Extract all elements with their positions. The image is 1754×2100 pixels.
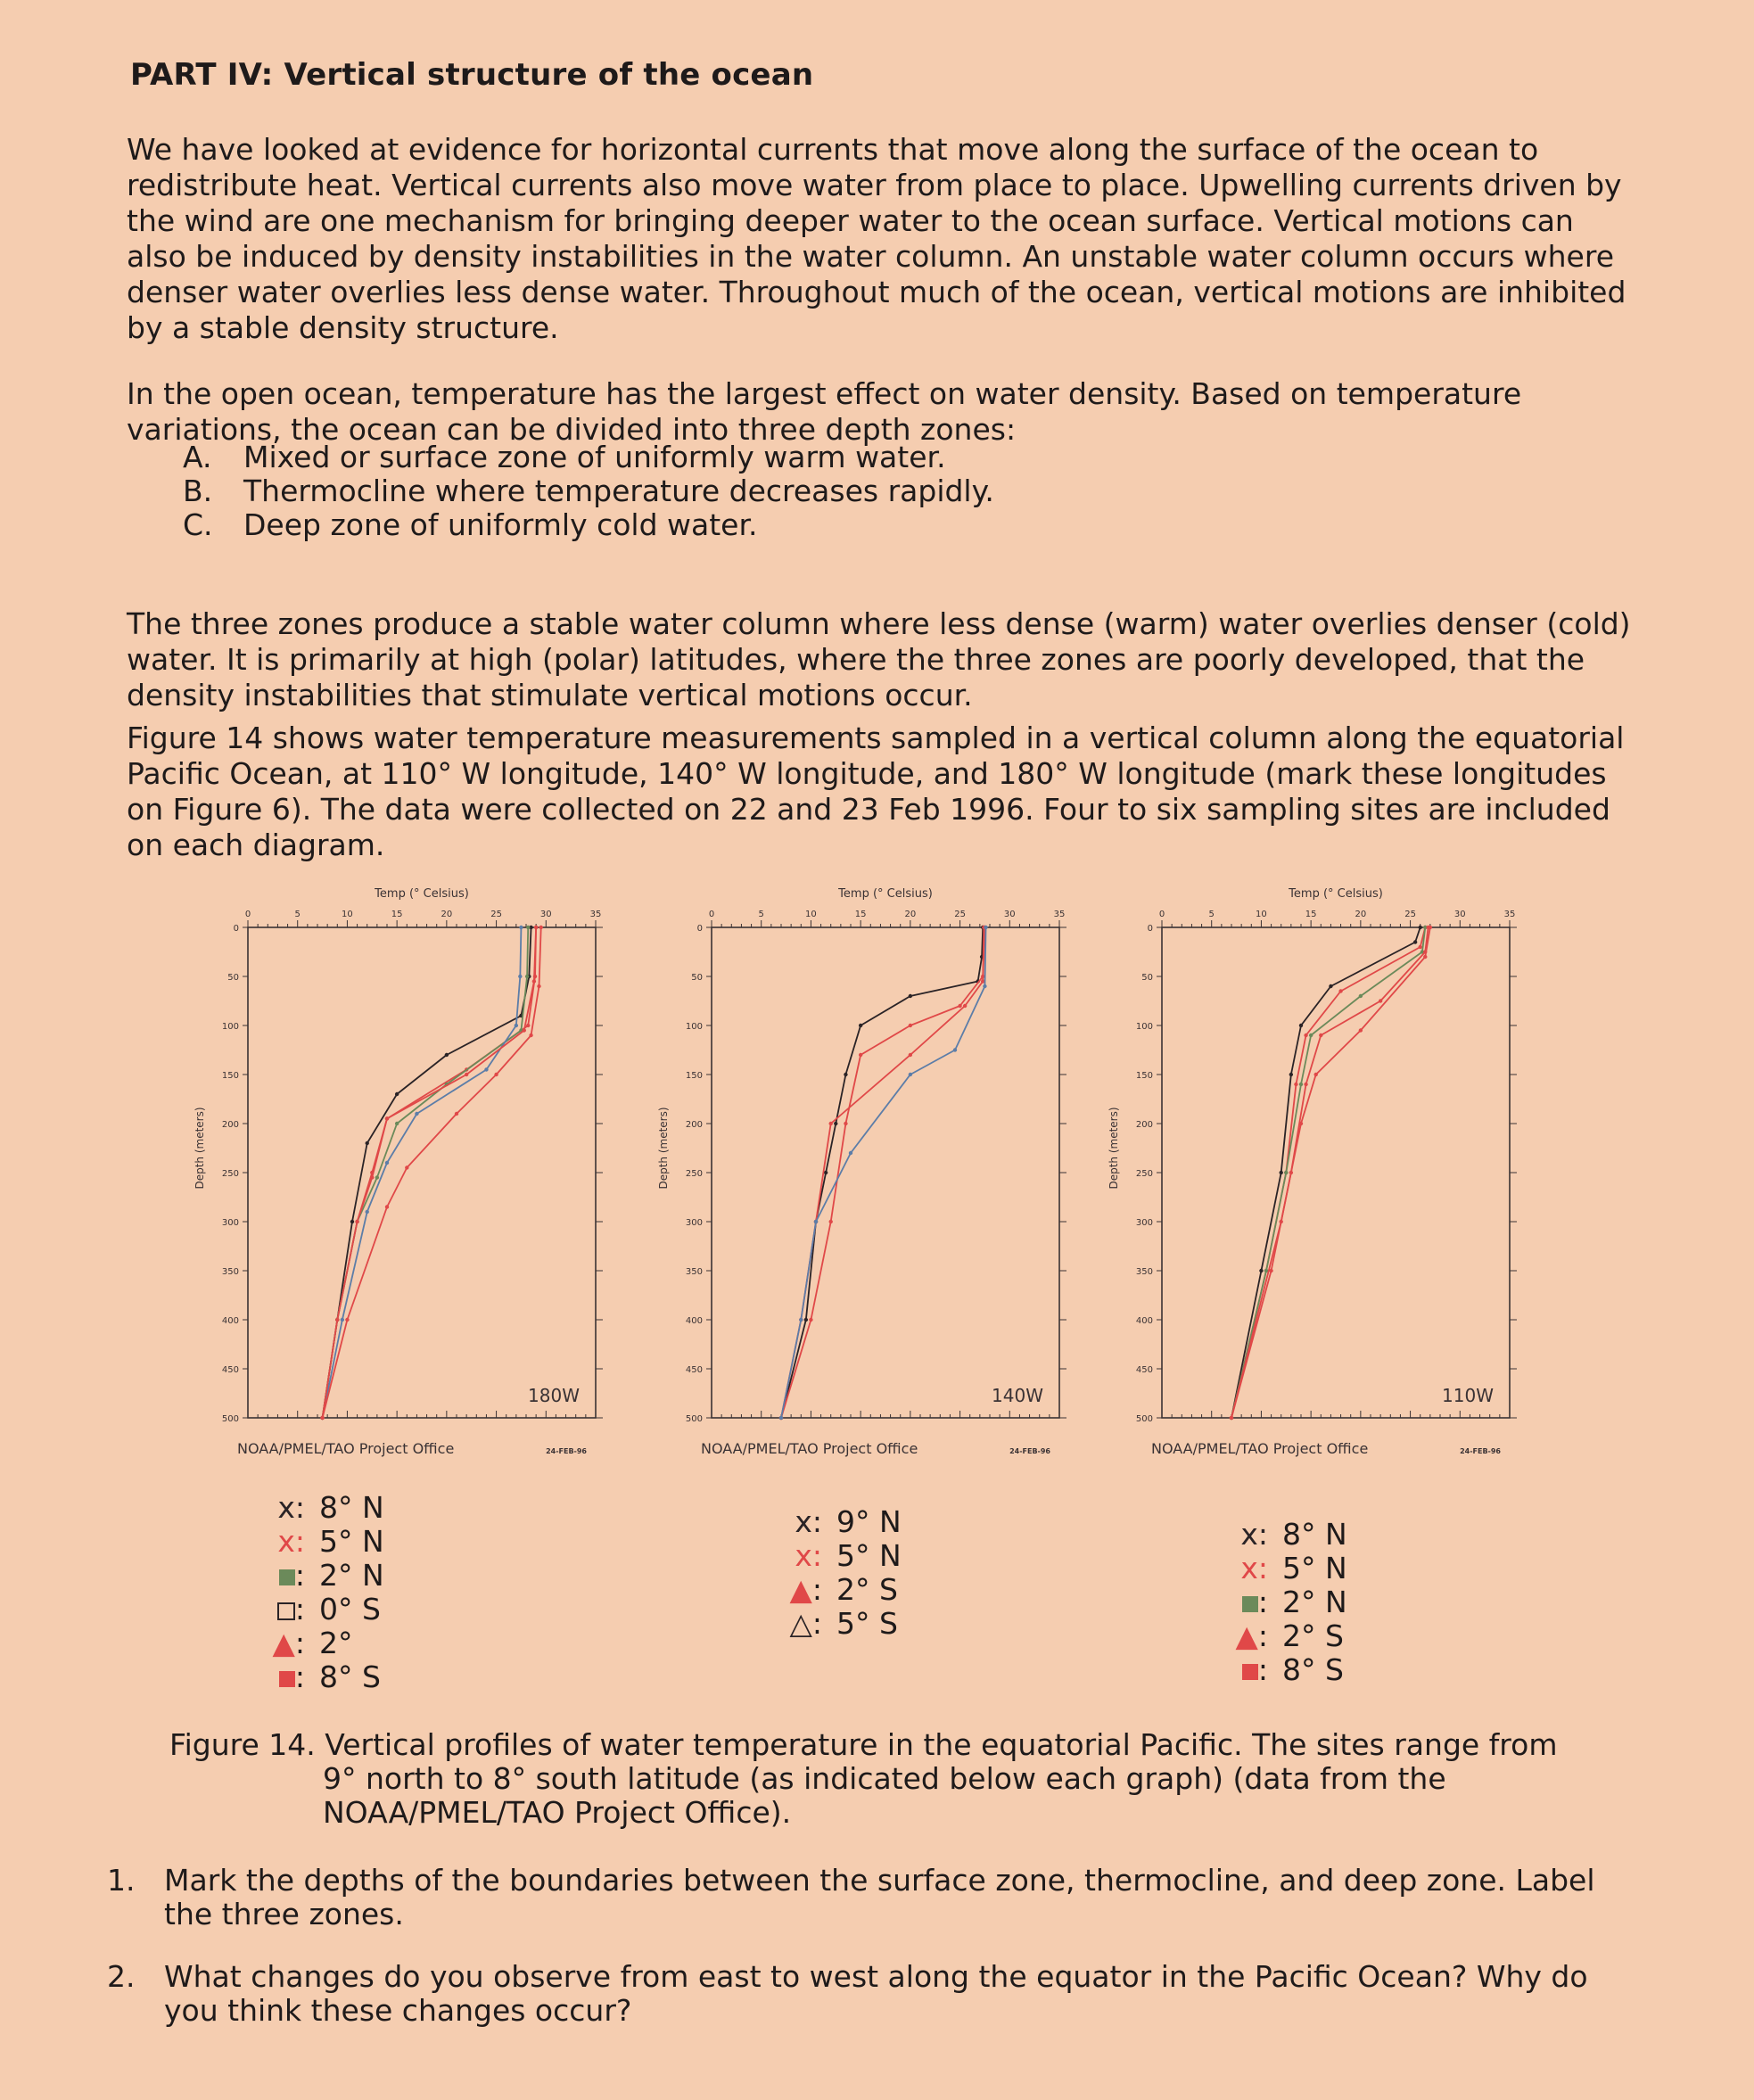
data-point	[526, 926, 530, 929]
y-tick-label: 150	[221, 1071, 239, 1081]
series-line	[781, 927, 984, 1418]
data-point	[958, 1004, 961, 1008]
zone-item	[183, 474, 994, 508]
plot-frame	[248, 927, 596, 1418]
data-point	[1419, 926, 1422, 929]
legend-entry-label: 5° S	[836, 1606, 898, 1641]
y-tick-label: 50	[691, 973, 703, 983]
x-tick-label: 10	[1256, 910, 1267, 919]
legend-entry	[1204, 1653, 1347, 1687]
intro-paragraph: We have looked at evidence for horizontal currents that move along the surface of the ocean to redistribute heat. Vertical currents also move water from place to place. Upwelling currents driven by the wind are one mechanism for bringing deeper water to the ocean surface. Vertical motions can also be induced by density instabilities in the water column. An unstable water column occurs where denser water overlies less dense water. Throughout much of the ocean, vertical motions are inhibited by a stable density structure.	[127, 132, 1626, 345]
x-tick-label: 10	[342, 910, 353, 919]
x-tick-label: 30	[1003, 910, 1016, 919]
x-tick-label: 5	[1208, 910, 1215, 919]
series-line	[1231, 927, 1425, 1418]
data-point	[532, 979, 536, 983]
data-point	[859, 1024, 862, 1027]
legend-symbol-icon: ▲:	[272, 1626, 305, 1660]
y-tick-label: 0	[696, 924, 703, 934]
series-line	[1231, 927, 1430, 1418]
zone-item	[183, 441, 994, 474]
data-point	[844, 1122, 847, 1125]
y-axis-title: Depth (meters)	[194, 1107, 206, 1190]
y-tick-label: 500	[685, 1414, 703, 1424]
legend-symbol-icon: :	[241, 1660, 319, 1694]
data-point	[405, 1165, 408, 1169]
y-tick-label: 150	[1135, 1071, 1153, 1081]
chart-140w-svg	[642, 883, 1088, 1471]
legend-entry	[241, 1626, 384, 1660]
legend-180w	[241, 1491, 384, 1694]
legend-symbol-icon: ▲:	[1235, 1618, 1268, 1653]
legend-symbol-icon: x:	[277, 1524, 305, 1559]
data-point	[1259, 1269, 1263, 1272]
legend-entry-label: 2° S	[1282, 1618, 1344, 1653]
series-line	[323, 927, 537, 1418]
question-text: Mark the depths of the boundaries between the surface zone, thermocline, and deep zone. Label the three zones.	[164, 1863, 1595, 1931]
data-point	[523, 1028, 526, 1032]
data-point	[385, 1161, 389, 1165]
data-point	[799, 1318, 803, 1322]
x-tick-label: 30	[1453, 910, 1466, 919]
y-tick-label: 350	[221, 1267, 239, 1277]
data-point	[1314, 1073, 1318, 1076]
data-point	[834, 1122, 837, 1125]
data-point	[395, 1122, 399, 1125]
y-tick-label: 150	[685, 1071, 703, 1081]
legend-symbol-icon: x:	[277, 1490, 305, 1525]
zone-letter: A.	[183, 440, 212, 474]
y-tick-label: 0	[233, 924, 239, 934]
chart-180w-svg	[178, 883, 624, 1471]
data-point	[849, 1151, 852, 1155]
question-number: 2.	[107, 1959, 136, 1994]
data-point	[844, 1073, 847, 1076]
zone-text: Deep zone of uniformly cold water.	[243, 507, 758, 542]
caption-line-1: Figure 14. Vertical profiles of water temperature in the equatorial Pacific. The sites range from	[169, 1727, 1558, 1762]
legend-entry	[1204, 1552, 1347, 1585]
data-point	[415, 1112, 418, 1116]
legend-entry-label: 5° N	[319, 1524, 384, 1559]
series-line	[781, 927, 986, 1418]
data-point	[1280, 1171, 1283, 1174]
x-tick-label: 0	[244, 910, 251, 919]
legend-symbol-icon: △:	[789, 1606, 822, 1641]
x-axis-title: Temp (° Celsius)	[1289, 887, 1383, 901]
x-tick-label: 25	[1404, 910, 1416, 919]
plot-frame	[712, 927, 1059, 1418]
x-tick-label: 20	[441, 910, 453, 919]
question-number: 1.	[107, 1863, 136, 1898]
data-point	[1423, 955, 1427, 959]
legend-entry	[1204, 1585, 1347, 1619]
credit-label: NOAA/PMEL/TAO Project Office	[1151, 1440, 1369, 1457]
data-point	[526, 1024, 530, 1027]
data-point	[355, 1220, 358, 1223]
legend-symbol-icon: x:	[795, 1504, 822, 1539]
data-point	[1338, 989, 1342, 992]
chart-110w-svg	[1092, 883, 1538, 1471]
legend-entry-label: 0° S	[319, 1592, 381, 1626]
y-tick-label: 100	[221, 1022, 239, 1032]
data-point	[1299, 1122, 1303, 1125]
legend-symbol-icon: x:	[1240, 1517, 1268, 1552]
data-point	[1294, 1083, 1297, 1086]
data-point	[1309, 1034, 1313, 1037]
x-tick-label: 35	[589, 910, 602, 919]
zone-text: Mixed or surface zone of uniformly warm water.	[243, 440, 946, 474]
data-point	[515, 1024, 518, 1027]
x-tick-label: 25	[490, 910, 502, 919]
legend-entry	[1204, 1518, 1347, 1552]
y-tick-label: 450	[221, 1365, 239, 1375]
data-point	[385, 1116, 389, 1120]
depth-zones-list	[183, 441, 994, 542]
x-tick-label: 30	[539, 910, 552, 919]
zone-letter: C.	[183, 507, 213, 542]
y-tick-label: 300	[221, 1218, 239, 1228]
zone-item	[183, 508, 994, 542]
data-point	[350, 1220, 354, 1223]
data-point	[1419, 945, 1422, 949]
longitude-label: 180W	[528, 1385, 580, 1406]
y-tick-label: 50	[1141, 973, 1153, 983]
data-point	[534, 926, 538, 929]
data-point	[494, 1073, 498, 1076]
data-point	[345, 1318, 349, 1322]
longitude-label: 140W	[992, 1385, 1043, 1406]
y-tick-label: 250	[1135, 1169, 1153, 1179]
legend-entry	[241, 1491, 384, 1525]
series-line	[781, 927, 983, 1418]
data-point	[519, 926, 523, 929]
legend-entry-label: 9° N	[836, 1504, 902, 1539]
y-tick-label: 400	[685, 1316, 703, 1326]
legend-entry-label: 8° N	[319, 1490, 384, 1525]
data-point	[909, 1073, 912, 1076]
legend-symbol-icon: x:	[1240, 1551, 1268, 1585]
plot-frame	[1162, 927, 1510, 1418]
section-heading: PART IV: Vertical structure of the ocean	[130, 57, 814, 93]
zone-text: Thermocline where temperature decreases rapidly.	[243, 474, 994, 508]
x-tick-label: 5	[758, 910, 764, 919]
data-point	[829, 1122, 833, 1125]
series-line	[323, 927, 529, 1418]
data-point	[1280, 1220, 1283, 1223]
legend-entry-label: 8° S	[1282, 1652, 1344, 1687]
chart-110w	[1092, 883, 1538, 1471]
legend-entry	[241, 1559, 384, 1593]
data-point	[983, 984, 986, 988]
y-tick-label: 500	[221, 1414, 239, 1424]
y-tick-label: 350	[685, 1267, 703, 1277]
x-tick-label: 15	[391, 910, 403, 919]
y-tick-label: 450	[685, 1365, 703, 1375]
credit-label: NOAA/PMEL/TAO Project Office	[237, 1440, 455, 1457]
data-point	[1289, 1073, 1293, 1076]
x-tick-label: 35	[1503, 910, 1516, 919]
data-point	[909, 994, 912, 998]
zones-intro-paragraph: In the open ocean, temperature has the largest effect on water density. Based on temperature variations, the ocean can be divided into three depth zones:	[127, 376, 1522, 447]
data-point	[341, 1318, 344, 1322]
y-tick-label: 300	[1135, 1218, 1153, 1228]
legend-110w	[1204, 1518, 1347, 1687]
y-tick-label: 250	[221, 1169, 239, 1179]
x-tick-label: 0	[708, 910, 715, 919]
data-point	[366, 1210, 369, 1214]
data-point	[445, 1053, 449, 1057]
legend-entry	[758, 1539, 902, 1573]
x-tick-label: 35	[1053, 910, 1066, 919]
legend-entry	[758, 1607, 902, 1641]
data-point	[366, 1141, 369, 1145]
data-point	[984, 926, 987, 929]
legend-entry-label: 2° N	[1282, 1585, 1347, 1619]
legend-entry	[241, 1525, 384, 1559]
legend-entry-label: 5° N	[1282, 1551, 1347, 1585]
y-axis-title: Depth (meters)	[657, 1107, 670, 1190]
data-point	[1230, 1416, 1233, 1420]
date-stamp: 24-FEB-96	[546, 1447, 587, 1455]
data-point	[779, 1416, 783, 1420]
data-point	[859, 1053, 862, 1057]
x-axis-title: Temp (° Celsius)	[838, 887, 933, 901]
legend-entry-label: 5° N	[836, 1538, 902, 1573]
data-point	[1284, 1171, 1288, 1174]
credit-label: NOAA/PMEL/TAO Project Office	[701, 1440, 918, 1457]
data-point	[1359, 1028, 1363, 1032]
y-tick-label: 200	[1135, 1120, 1153, 1130]
y-tick-label: 50	[227, 973, 239, 983]
legend-140w	[758, 1505, 902, 1641]
x-tick-label: 20	[1355, 910, 1367, 919]
data-point	[1304, 1034, 1307, 1037]
legend-entry	[241, 1660, 384, 1694]
x-tick-label: 15	[1305, 910, 1317, 919]
legend-symbol-icon: :	[241, 1593, 319, 1626]
y-tick-label: 100	[685, 1022, 703, 1032]
zone-letter: B.	[183, 474, 213, 508]
series-line	[323, 927, 522, 1418]
data-point	[1319, 1034, 1322, 1037]
data-point	[539, 926, 543, 929]
legend-symbol-icon: ▲:	[789, 1572, 822, 1607]
x-tick-label: 5	[294, 910, 301, 919]
y-tick-label: 0	[1147, 924, 1153, 934]
y-tick-label: 200	[221, 1120, 239, 1130]
y-tick-label: 400	[1135, 1316, 1153, 1326]
date-stamp: 24-FEB-96	[1460, 1447, 1501, 1455]
x-tick-label: 25	[954, 910, 966, 919]
y-tick-label: 400	[221, 1316, 239, 1326]
data-point	[518, 975, 522, 978]
series-line	[323, 927, 531, 1418]
data-point	[1299, 1083, 1303, 1086]
data-point	[395, 1092, 399, 1096]
data-point	[537, 984, 540, 988]
y-tick-label: 500	[1135, 1414, 1153, 1424]
data-point	[525, 975, 529, 978]
series-line	[1231, 927, 1429, 1418]
legend-entry-label: 8° N	[1282, 1517, 1347, 1552]
chart-180w	[178, 883, 624, 1471]
data-point	[455, 1112, 458, 1116]
data-point	[1359, 994, 1363, 998]
data-point	[1304, 1083, 1307, 1086]
data-point	[385, 1205, 389, 1208]
y-tick-label: 350	[1135, 1267, 1153, 1277]
question-item	[107, 1960, 1641, 2028]
chart-140w	[642, 883, 1088, 1471]
data-point	[909, 1024, 912, 1027]
data-point	[370, 1175, 374, 1179]
data-point	[335, 1318, 339, 1322]
data-point	[824, 1171, 828, 1174]
data-point	[1413, 940, 1417, 943]
data-point	[375, 1175, 379, 1179]
data-point	[1379, 999, 1382, 1002]
data-point	[804, 1318, 808, 1322]
data-point	[953, 1048, 957, 1051]
legend-entry	[1204, 1619, 1347, 1653]
y-tick-label: 100	[1135, 1022, 1153, 1032]
legend-entry	[758, 1573, 902, 1607]
data-point	[1329, 984, 1332, 988]
y-tick-label: 200	[685, 1120, 703, 1130]
y-axis-title: Depth (meters)	[1108, 1107, 1120, 1190]
legend-entry-label: 2° S	[836, 1572, 898, 1607]
data-point	[829, 1220, 833, 1223]
y-tick-label: 450	[1135, 1365, 1153, 1375]
figure-intro-paragraph: Figure 14 shows water temperature measurements sampled in a vertical column along the equatorial Pacific Ocean, at 110° W longitude, 140° W longitude, and 180° W longitude (mark these longitudes on Figure 6). The data were collected on 22 and 23 Feb 1996. Four to six sampling sites are included on each diagram.	[127, 721, 1625, 862]
longitude-label: 110W	[1442, 1385, 1494, 1406]
stability-paragraph: The three zones produce a stable water column where less dense (warm) water overlies denser (cold) water. It is primarily at high (polar) latitudes, where the three zones are poorly developed, that the density instabilities that stimulate vertical motions occur.	[127, 606, 1631, 712]
legend-symbol-icon: :	[1204, 1585, 1282, 1619]
data-point	[320, 1416, 324, 1420]
x-tick-label: 0	[1158, 910, 1165, 919]
legend-symbol-icon: x:	[795, 1538, 822, 1573]
legend-symbol-icon: :	[241, 1559, 319, 1593]
data-point	[963, 1004, 967, 1008]
x-tick-label: 15	[854, 910, 867, 919]
date-stamp: 24-FEB-96	[1009, 1447, 1050, 1455]
x-tick-label: 10	[805, 910, 817, 919]
data-point	[465, 1073, 468, 1076]
data-point	[1299, 1024, 1303, 1027]
series-line	[323, 927, 537, 1418]
series-line	[781, 927, 984, 1418]
series-line	[1231, 927, 1420, 1418]
data-point	[1429, 926, 1432, 929]
legend-entry	[241, 1593, 384, 1626]
data-point	[809, 1318, 812, 1322]
x-tick-label: 20	[904, 910, 917, 919]
figure-caption	[169, 1728, 1560, 1830]
questions-list	[107, 1864, 1641, 2056]
data-point	[529, 1034, 532, 1037]
series-line	[1231, 927, 1425, 1418]
data-point	[909, 1053, 912, 1057]
legend-entry-label: 8° S	[319, 1659, 381, 1694]
question-text: What changes do you observe from east to west along the equator in the Pacific Ocean? Why do you think these changes occur?	[164, 1959, 1588, 2028]
data-point	[814, 1220, 818, 1223]
question-item	[107, 1864, 1641, 1931]
legend-entry-label: 2° N	[319, 1558, 384, 1593]
x-axis-title: Temp (° Celsius)	[375, 887, 469, 901]
y-tick-label: 300	[685, 1218, 703, 1228]
caption-line-2: 9° north to 8° south latitude (as indicated below each graph) (data from the NOAA/PMEL/TAO Project Office).	[323, 1761, 1446, 1830]
series-line	[323, 927, 541, 1418]
legend-symbol-icon: :	[1204, 1653, 1282, 1687]
data-point	[484, 1067, 488, 1071]
legend-entry	[758, 1505, 902, 1539]
legend-entry-label: 2°	[319, 1626, 353, 1660]
y-tick-label: 250	[685, 1169, 703, 1179]
